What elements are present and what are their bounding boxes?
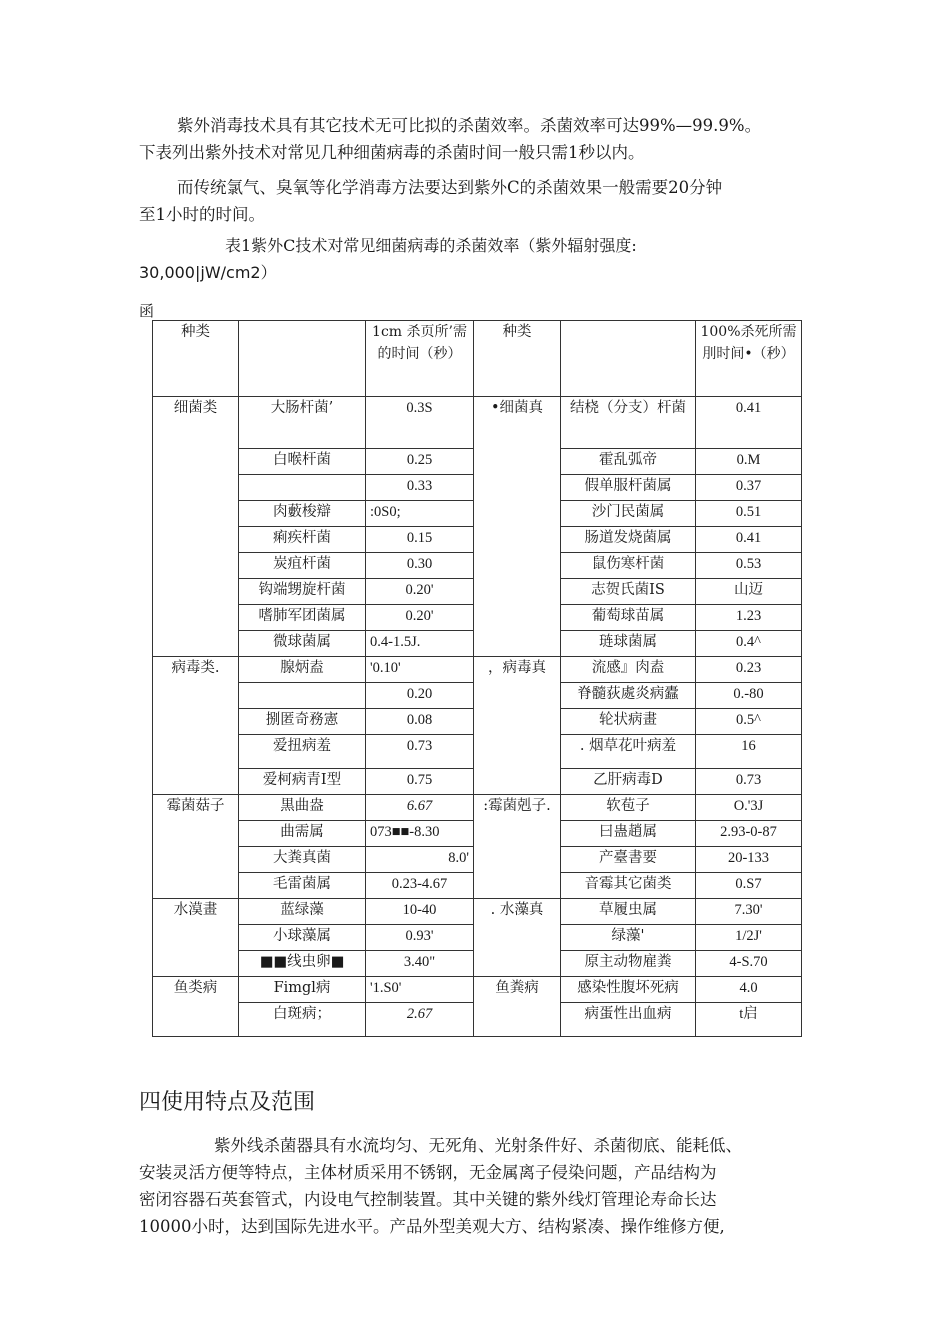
table-cell: 20-133 (696, 847, 802, 873)
table-cell: 0.08 (366, 709, 474, 735)
table-cell: 0.37 (696, 475, 802, 501)
table-cell: 0.4-1.5J. (366, 631, 474, 657)
table-row (153, 795, 802, 821)
table-cell: 0.30 (366, 553, 474, 579)
table-cell: 霉菌菇子 (153, 795, 239, 899)
table-cell: 山迈 (696, 579, 802, 605)
table-cell: 2.67 (366, 1003, 474, 1037)
table-cell: . 水藻真 (474, 899, 561, 977)
table-cell: 6.67 (366, 795, 474, 821)
table-cell: 0.20' (366, 579, 474, 605)
table-cell: '0.10' (366, 657, 474, 683)
table-cell: 8.0' (366, 847, 474, 873)
table-cell: 2.93-0-87 (696, 821, 802, 847)
table-cell: 病蛋性出血病 (561, 1003, 696, 1037)
intro-line: 而传统氯气、臭氧等化学消毒方法要达到紫外C的杀菌效果一般需要20分钟 (177, 178, 723, 197)
table-cell: 0.23 (696, 657, 802, 683)
table-cell: 0.20 (366, 683, 474, 709)
table-cell: 软苞子 (561, 795, 696, 821)
table-cell: 0.93' (366, 925, 474, 951)
table-cell: 爱柯病青I型 (239, 769, 366, 795)
table-cell: 0.S7 (696, 873, 802, 899)
intro-paragraph-1 (139, 112, 839, 166)
table-cell: 16 (696, 735, 802, 769)
table-cell: 黒曲盎 (239, 795, 366, 821)
table-cell: 微球菌属 (239, 631, 366, 657)
table-cell: 10-40 (366, 899, 474, 925)
table-cell: 病毒类. (153, 657, 239, 795)
table-cell: 0.41 (696, 527, 802, 553)
table-cell: 大肠杆菌’ (239, 397, 366, 449)
table-cell: 钩端甥旋杆菌 (239, 579, 366, 605)
table-cell: 假单服杆菌属 (561, 475, 696, 501)
section-line: 紫外线杀菌器具有水流均匀、无死角、光射条件好、杀菌彻底、能耗低、 (214, 1136, 742, 1155)
table-cell: 0.20' (366, 605, 474, 631)
table-cell: 音霉其它菌类 (561, 873, 696, 899)
table-cell: 感染性腹坏死病 (561, 977, 696, 1003)
table-cell: 0.15 (366, 527, 474, 553)
table-cell: 沙门民菌属 (561, 501, 696, 527)
table-cell: 0.41 (696, 397, 802, 449)
table-cell: 1/2J' (696, 925, 802, 951)
caption-line-1: 表1紫外C技术对常见细菌病毒的杀菌效率（紫外辐射强度: (225, 236, 637, 255)
table-cell: 0.75 (366, 769, 474, 795)
table-cell: 0.3S (366, 397, 474, 449)
table-cell: t启 (696, 1003, 802, 1037)
table-cell: 痢疾杆菌 (239, 527, 366, 553)
table-cell: 肉藪梭辯 (239, 501, 366, 527)
table-cell: 鼠伤寒杆菌 (561, 553, 696, 579)
header-cell (239, 321, 366, 397)
table-cell: 0.51 (696, 501, 802, 527)
sterilization-table (152, 320, 802, 1037)
table-cell: 绿藻' (561, 925, 696, 951)
table-cell: •细菌真 (474, 397, 561, 657)
table-caption (139, 232, 839, 286)
table-cell: 4-S.70 (696, 951, 802, 977)
header-cell: 1cm 杀页所’需的时间（秒） (366, 321, 474, 397)
table-cell: 小球藻属 (239, 925, 366, 951)
table-cell: 霍乱弧帝 (561, 449, 696, 475)
table-cell: 3.40" (366, 951, 474, 977)
table-cell: . 烟草花叶病羞 (561, 735, 696, 769)
table-cell: 捌匿奇務憲 (239, 709, 366, 735)
table-cell: 0.73 (366, 735, 474, 769)
table-row (153, 899, 802, 925)
section-paragraph (139, 1132, 839, 1240)
table-cell (239, 475, 366, 501)
section-line: 10000小时，达到国际先进水平。产品外型美观大方、结构紧凑、操作维修方便, (139, 1217, 725, 1236)
table-cell: 葡萄球苗属 (561, 605, 696, 631)
table-row (153, 977, 802, 1003)
intro-line: 至1小时的时间。 (139, 205, 265, 224)
table-cell (239, 683, 366, 709)
table-cell: 流感』肉盍 (561, 657, 696, 683)
intro-paragraph-2 (139, 174, 839, 228)
table-cell: 脊髓荻處炎病蠹 (561, 683, 696, 709)
table-cell: 腺炳盍 (239, 657, 366, 683)
table-cell: 0.4^ (696, 631, 802, 657)
table-cell: ■■线虫卵■ (239, 951, 366, 977)
header-cell: 种类 (474, 321, 561, 397)
header-cell (561, 321, 696, 397)
table-cell: 嗜肺军团菌属 (239, 605, 366, 631)
section-heading: 四使用特点及范围 (139, 1090, 316, 1115)
table-cell: 073■■-8.30 (366, 821, 474, 847)
table-cell: 肠道发烧菌属 (561, 527, 696, 553)
table-cell: :霉菌剋子. (474, 795, 561, 899)
section-line: 安装灵活方便等特点，主体材质采用不锈钢，无金属离子侵染问题，产品结构为 (139, 1163, 717, 1182)
table-cell: 志贺氏菌IS (561, 579, 696, 605)
table-cell: 白喉杆菌 (239, 449, 366, 475)
table-cell: 轮状病畫 (561, 709, 696, 735)
table-cell: 乙肝病毒D (561, 769, 696, 795)
table-cell: 蓝绿藻 (239, 899, 366, 925)
table-cell: 原主动物雇粪 (561, 951, 696, 977)
table-cell: 0.33 (366, 475, 474, 501)
table-cell: 0.53 (696, 553, 802, 579)
table-cell: 0.25 (366, 449, 474, 475)
stray-character: 函 (139, 302, 155, 320)
table-cell: '1.S0' (366, 977, 474, 1003)
section-line: 密闭容器石英套管式，内设电气控制装置。其中关键的紫外线灯管理论寿命长达 (139, 1190, 717, 1209)
table-cell: 鱼粪病 (474, 977, 561, 1037)
table-cell: 1.23 (696, 605, 802, 631)
table-cell: 4.0 (696, 977, 802, 1003)
intro-line: 下表列出紫外技术对常见几种细菌病毒的杀菌时间一般只需1秒以内。 (139, 143, 645, 162)
table-cell: 水漠畫 (153, 899, 239, 977)
table-cell: 结桡（分支）杆菌 (561, 397, 696, 449)
table-cell: 爱扭病羞 (239, 735, 366, 769)
table-cell: 细菌类 (153, 397, 239, 657)
table-cell: 0.23-4.67 (366, 873, 474, 899)
table-cell: 曰蛊趙属 (561, 821, 696, 847)
table-cell: 曲需属 (239, 821, 366, 847)
table-cell: 琏球菌属 (561, 631, 696, 657)
table-cell: 0.5^ (696, 709, 802, 735)
table-cell: 7.30' (696, 899, 802, 925)
table-cell: 0.M (696, 449, 802, 475)
table-cell: 产臺書要 (561, 847, 696, 873)
table-cell: 大粪真菌 (239, 847, 366, 873)
table-cell: 炭疽杆菌 (239, 553, 366, 579)
header-cell: 100%杀死所需刖时间•（秒） (696, 321, 802, 397)
table-row (153, 397, 802, 449)
intro-line: 紫外消毒技术具有其它技术无可比拟的杀菌效率。杀菌效率可达99%—99.9%。 (177, 116, 762, 135)
table-cell: O.'3J (696, 795, 802, 821)
table-cell: :0S0; (366, 501, 474, 527)
table-cell: Fimgl病 (239, 977, 366, 1003)
table-cell: 0.73 (696, 769, 802, 795)
header-cell: 种类 (153, 321, 239, 397)
table-cell: 鱼类病 (153, 977, 239, 1037)
table-cell: 0.-80 (696, 683, 802, 709)
table-cell: ，病毒真 (474, 657, 561, 795)
table-cell: 草履虫属 (561, 899, 696, 925)
table-header-row (153, 321, 802, 397)
table-cell: 毛雷菌属 (239, 873, 366, 899)
table-row (153, 657, 802, 683)
caption-line-2: 30,000|jW/cm2） (139, 263, 277, 282)
table-cell: 白斑病； (239, 1003, 366, 1037)
